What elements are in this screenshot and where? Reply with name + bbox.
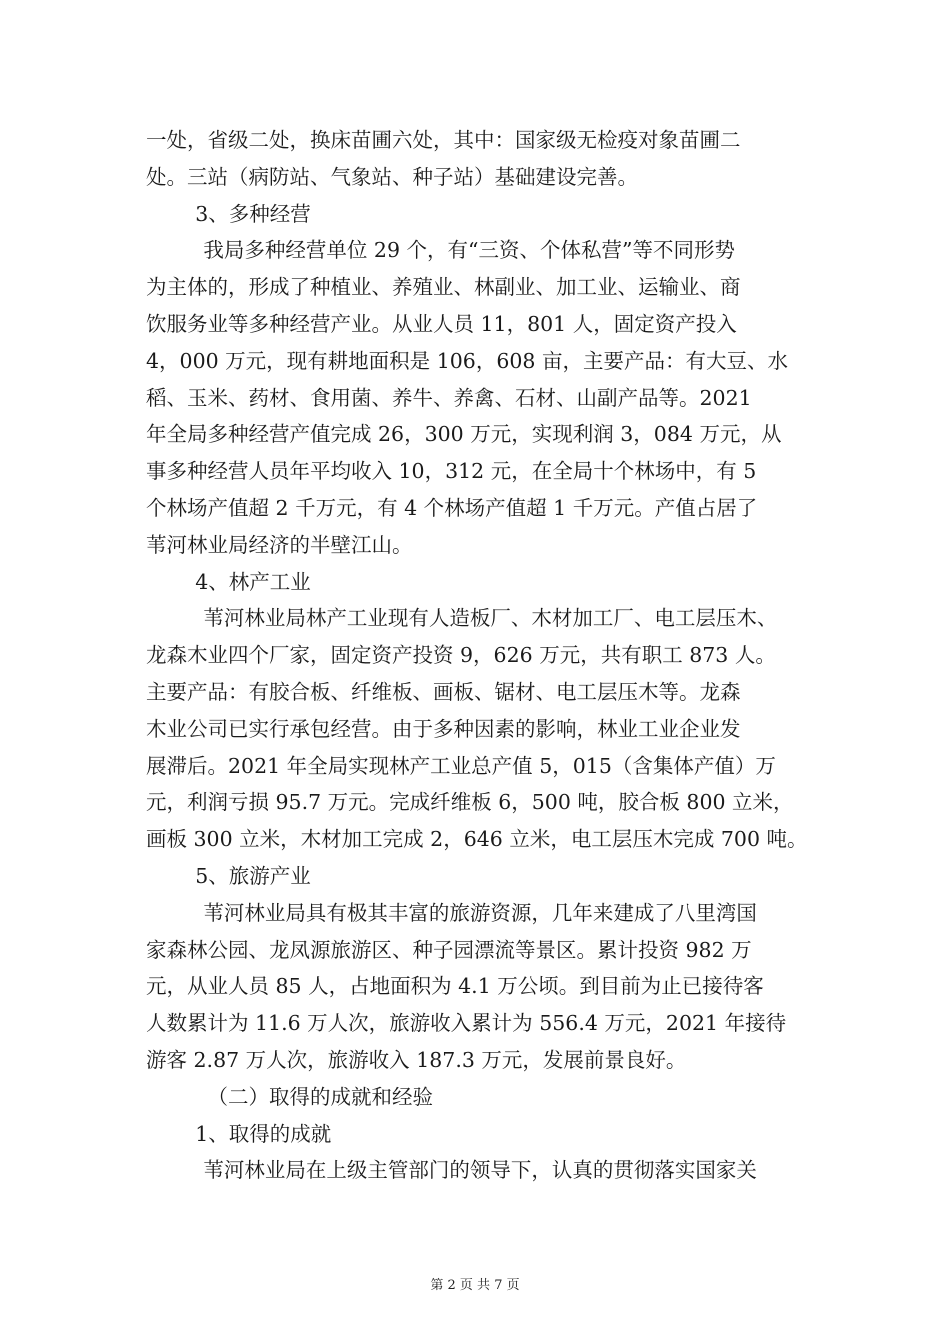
text-line: 处。三站（病防站、气象站、种子站）基础建设完善。	[146, 164, 638, 189]
paragraph-first-line: 苇河林业局林产工业现有人造板厂、木材加工厂、电工层压木、	[203, 606, 778, 631]
text-line: 展滞后。2021 年全局实现林产工业总产值 5，015（含集体产值）万	[146, 753, 776, 778]
section-heading: 3、多种经营	[195, 201, 311, 226]
paragraph-first-line: 苇河林业局具有极其丰富的旅游资源，几年来建成了八里湾国	[203, 900, 757, 925]
text-line: 为主体的，形成了种植业、养殖业、林副业、加工业、运输业、商	[146, 275, 741, 300]
text-line: 苇河林业局经济的半壁江山。	[146, 532, 413, 557]
text-line: 游客 2.87 万人次，旅游收入 187.3 万元，发展前景良好。	[146, 1047, 687, 1072]
text-line: 事多种经营人员年平均收入 10，312 元，在全局十个林场中，有 5	[146, 459, 757, 484]
chapter-heading: （二）取得的成就和经验	[207, 1084, 433, 1109]
section-heading: 1、取得的成就	[195, 1121, 332, 1146]
text-line: 饮服务业等多种经营产业。从业人员 11，801 人，固定资产投入	[146, 311, 737, 336]
text-line: 画板 300 立米，木材加工完成 2，646 立米，电工层压木完成 700 吨。	[146, 827, 808, 852]
text-line: 个林场产值超 2 千万元，有 4 个林场产值超 1 千万元。产值占居了	[146, 495, 758, 520]
text-line: 稻、玉米、药材、食用菌、养牛、养禽、石材、山副产品等。2021	[146, 385, 752, 410]
text-line: 元，利润亏损 95.7 万元。完成纤维板 6，500 吨，胶合板 800 立米，	[146, 790, 794, 815]
paragraph-first-line: 我局多种经营单位 29 个，有“三资、个体私营”等不同形势	[203, 238, 735, 263]
text-line: 年全局多种经营产值完成 26，300 万元，实现利润 3，084 万元，从	[146, 422, 782, 447]
section-heading: 4、林产工业	[195, 569, 311, 594]
text-line: 元，从业人员 85 人，占地面积为 4.1 万公顷。到目前为止已接待客	[146, 974, 764, 999]
text-line: 木业公司已实行承包经营。由于多种因素的影响，林业工业企业发	[146, 716, 741, 741]
text-line: 家森林公园、龙凤源旅游区、种子园漂流等景区。累计投资 982 万	[146, 937, 752, 962]
text-line: 4，000 万元，现有耕地面积是 106，608 亩，主要产品：有大豆、水	[146, 348, 788, 373]
text-line: 人数累计为 11.6 万人次，旅游收入累计为 556.4 万元，2021 年接待	[146, 1011, 787, 1036]
text-line: 一处，省级二处，换床苗圃六处，其中：国家级无检疫对象苗圃二	[146, 128, 741, 152]
text-line: 主要产品：有胶合板、纤维板、画板、锯材、电工层压木等。龙森	[146, 679, 741, 704]
document-body	[146, 122, 811, 1189]
text-line: 龙森木业四个厂家，固定资产投资 9，626 万元，共有职工 873 人。	[146, 643, 776, 668]
section-heading: 5、旅游产业	[195, 863, 311, 888]
page-number-footer: 第 2 页 共 7 页	[430, 1278, 520, 1293]
paragraph-first-line: 苇河林业局在上级主管部门的领导下，认真的贯彻落实国家关	[203, 1158, 757, 1183]
